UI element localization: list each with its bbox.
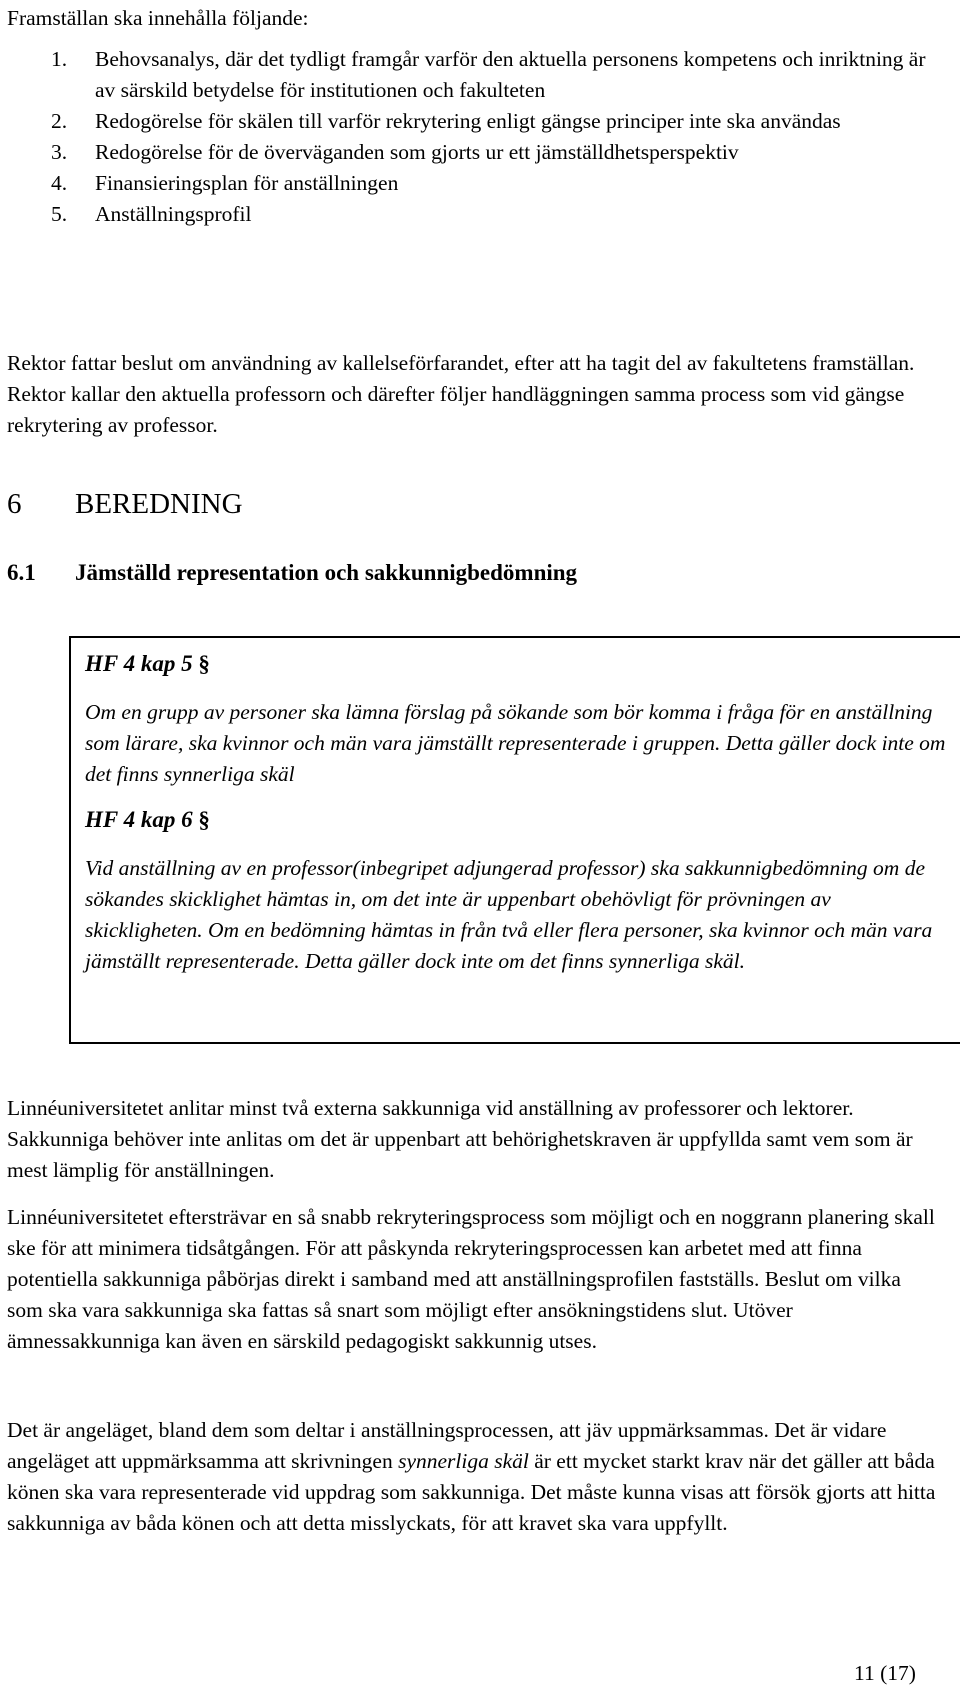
list-item xyxy=(7,106,947,137)
section-heading xyxy=(7,486,243,522)
list-item-text: Redogörelse för skälen till varför rekrytering enligt gängse principer inte ska användas xyxy=(95,109,841,133)
subsection-heading xyxy=(7,558,577,588)
list-item xyxy=(7,199,947,230)
intro-text: Framställan ska innehålla följande: xyxy=(7,6,309,30)
list-item-number: 4. xyxy=(51,171,68,195)
list-item-number: 2. xyxy=(51,109,68,133)
section-number: 6 xyxy=(7,488,22,520)
list-item xyxy=(7,137,947,168)
law-heading-2-text: HF 4 kap 6 xyxy=(85,807,193,832)
law-heading-2 xyxy=(85,804,950,835)
law-text-1: Om en grupp av personer ska lämna förslag på sökande som bör komma i fråga för en anställning som lärare, ska kvinnor och män vara jämställt representerade i gruppen. Detta gäller dock inte om det finns synnerliga skäl xyxy=(85,700,946,786)
list-item-number: 1. xyxy=(51,47,68,71)
list-item-text: Behovsanalys, där det tydligt framgår varför den aktuella personens kompetens och inriktning är av särskild betydelse för institutionen och fakulteten xyxy=(95,47,926,102)
law-text-2: Vid anställning av en professor(inbegripet adjungerad professor) ska sakkunnigbedömning om de sökandes skicklighet hämtas in, om det inte är uppenbart obehövligt för prövningen av skickligheten. Om en bedömning hämtas in från två eller flera personer, ska kvinnor och män vara jämställt representerade. Detta gäller dock inte om det finns synnerliga skäl. xyxy=(85,856,933,973)
law-quote-box xyxy=(69,636,960,1044)
bias-paragraph-part-2: är ett mycket starkt krav när det gäller att båda könen ska vara representerade vid uppdrag som sakkunniga. Det måste kunna visas att försök gjorts att hitta sakkunniga av båda könen och att detta misslyckats, för att kravet ska vara uppfyllt. xyxy=(7,1449,936,1535)
requirements-list xyxy=(7,44,947,230)
list-item-number: 5. xyxy=(51,202,68,226)
section-title: BEREDNING xyxy=(75,488,243,520)
section-symbol: § xyxy=(198,807,210,832)
subsection-title: Jämställd representation och sakkunnigbedömning xyxy=(75,560,578,585)
bias-paragraph-part-1: Det är angeläget, bland dem som deltar i anställningsprocessen, att jäv uppmärksammas. Det är vidare angeläget att uppmärksamma att skrivningen xyxy=(7,1418,887,1473)
law-heading-1 xyxy=(85,648,950,679)
subsection-number: 6.1 xyxy=(7,560,36,585)
process-paragraph: Linnéuniversitetet eftersträvar en så snabb rekryteringsprocess som möjligt och en noggrann planering skall ske för att minimera tidsåtgången. För att påskynda rekryteringsprocessen kan arbetet med att finna potentiella sakkunniga påbörjas direkt i samband med att anställningsprofilen fastställs. Beslut om vilka som ska vara sakkunniga ska fattas så snart som möjligt efter ansökningstidens slut. Utöver ämnessakkunniga kan även en särskild pedagogiskt sakkunnig utses. xyxy=(7,1205,935,1353)
section-symbol: § xyxy=(198,651,210,676)
list-item-text: Finansieringsplan för anställningen xyxy=(95,171,399,195)
list-item-text: Redogörelse för de överväganden som gjorts ur ett jämställdhetsperspektiv xyxy=(95,140,739,164)
list-item xyxy=(7,168,947,199)
experts-paragraph: Linnéuniversitetet anlitar minst två externa sakkunniga vid anställning av professorer och lektorer. Sakkunniga behöver inte anlitas om det är uppenbart att behörighetskraven är uppfyllda samt vem som är mest lämplig för anställningen. xyxy=(7,1096,913,1182)
list-item xyxy=(7,44,947,106)
bias-paragraph xyxy=(7,1415,942,1539)
page-number: 11 (17) xyxy=(854,1661,916,1685)
emphasis-text: synnerliga skäl xyxy=(398,1449,529,1473)
decision-paragraph: Rektor fattar beslut om användning av kallelseförfarandet, efter att ha tagit del av fakultetens framställan. Rektor kallar den aktuella professorn och därefter följer handläggningen samma process som vid gängse rekrytering av professor. xyxy=(7,351,915,437)
list-item-number: 3. xyxy=(51,140,68,164)
law-heading-1-text: HF 4 kap 5 xyxy=(85,651,193,676)
list-item-text: Anställningsprofil xyxy=(95,202,252,226)
